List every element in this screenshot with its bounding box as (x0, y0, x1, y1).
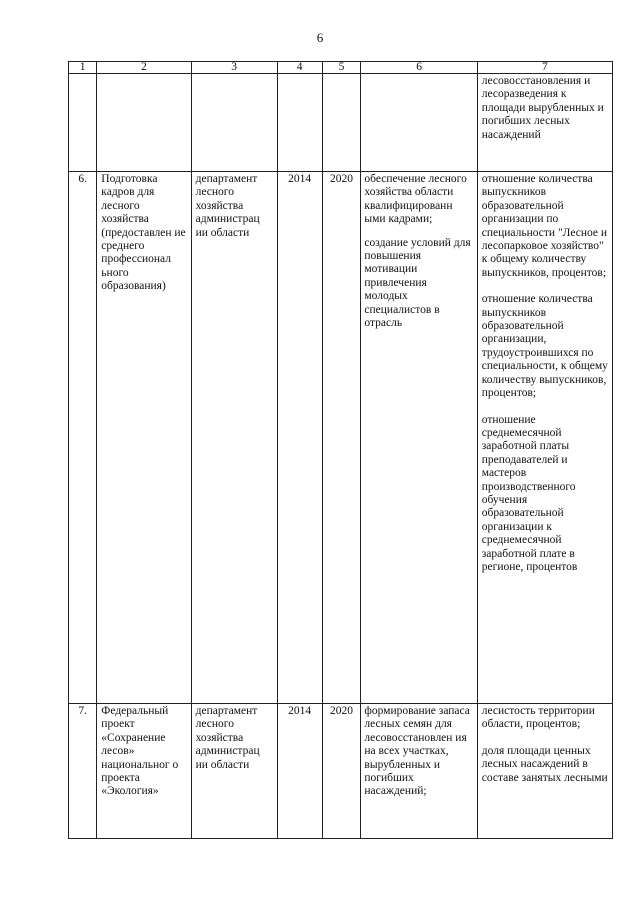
indicator-cell (477, 74, 612, 172)
row-number-cell: 7. (69, 704, 97, 839)
column-header: 4 (277, 62, 322, 74)
column-header: 1 (69, 62, 97, 74)
start-year-cell: 2014 (277, 172, 322, 704)
expected-result-text: обеспечение лесного хозяйства области квалифицированн ыми кадрами; (364, 173, 467, 226)
table-row (69, 704, 613, 839)
measure-name-cell: Подготовка кадров для лесного хозяйства (предоставлен ие среднего профессионал ьного образования) (97, 172, 191, 704)
header-row (69, 62, 613, 74)
table-row (69, 74, 613, 172)
indicator-text: отношение количества выпускников образовательной организации, трудоустроившихся по специальности, к общему количеству выпускников, процентов; (481, 293, 608, 400)
expected-result-text: создание условий для повышения мотивации привлечения молодых специалистов в отрасль (364, 236, 471, 330)
indicator-text: лесовосстановления и лесоразведения к площади вырубленных и погибших лесных насаждений (481, 75, 604, 141)
indicator-cell (477, 172, 612, 704)
expected-result-cell (361, 74, 477, 172)
indicator-text: отношение среднемесячной заработной платы преподавателей и мастеров производственного обучения образовательной организации к среднемесячной заработной плате в регионе, процентов (481, 413, 578, 573)
row-number-cell (69, 74, 97, 172)
start-year-cell (277, 74, 322, 172)
column-header: 6 (361, 62, 477, 74)
measure-name-cell (97, 74, 191, 172)
start-year-cell: 2014 (277, 704, 322, 839)
expected-result-cell (361, 704, 477, 839)
indicator-cell (477, 704, 612, 839)
indicator-text: доля площади ценных лесных насаждений в составе занятых лесными (481, 744, 608, 784)
measure-name-cell: Федеральный проект «Сохранение лесов» национальног о проекта «Экология» (97, 704, 191, 839)
end-year-cell: 2020 (322, 172, 361, 704)
end-year-cell: 2020 (322, 704, 361, 839)
column-header: 2 (97, 62, 191, 74)
expected-result-cell (361, 172, 477, 704)
executor-cell (191, 74, 277, 172)
column-header: 3 (191, 62, 277, 74)
indicator-text: отношение количества выпускников образовательной организации по специальности "Лесное и лесопарковое хозяйство" к общему количеству выпускников, процентов; (481, 173, 608, 279)
column-header: 5 (322, 62, 361, 74)
expected-result-text: формирование запаса лесных семян для лесовосстановлен ия на всех участках, вырубленных и погибших насаждений; (364, 705, 470, 798)
indicator-text: лесистость территории области, процентов; (481, 705, 595, 731)
program-table (68, 61, 613, 839)
executor-cell: департамент лесного хозяйства администрац ии области (191, 704, 277, 839)
row-number-cell: 6. (69, 172, 97, 704)
executor-cell: департамент лесного хозяйства администрац ии области (191, 172, 277, 704)
end-year-cell (322, 74, 361, 172)
column-header: 7 (477, 62, 612, 74)
table-row (69, 172, 613, 704)
page-number: 6 (316, 30, 324, 45)
